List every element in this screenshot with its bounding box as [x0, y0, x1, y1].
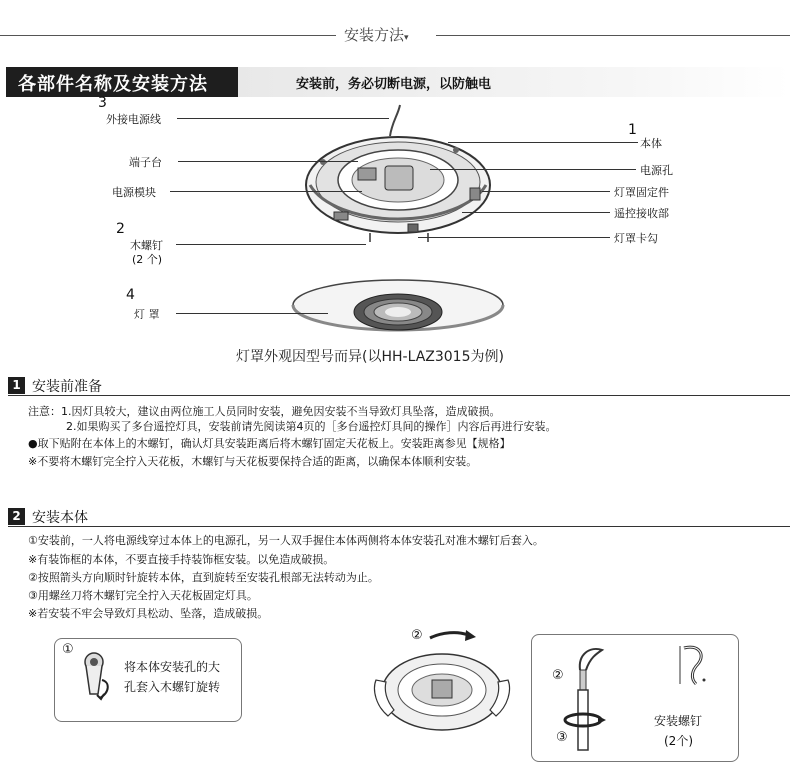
leader-remote-receiver: [462, 212, 610, 213]
leader-power-module: [170, 191, 362, 192]
step2-rule: [8, 526, 790, 527]
illus-circle-3: ③: [556, 730, 568, 745]
header-warning: 安装前，务必切断电源，以防触电: [296, 77, 492, 92]
label-shade-fixer: 灯罩固定件: [614, 186, 669, 199]
label-body: 本体: [640, 137, 662, 150]
leader-terminal: [178, 161, 358, 162]
illus-box1-line2: 孔套入木螺钉旋转: [124, 680, 221, 694]
leader-shade-fixer: [482, 191, 610, 192]
illus-box1-line1: 将本体安装孔的大: [124, 660, 221, 674]
leader-shade-hook: [418, 237, 610, 238]
step1-rule: [8, 395, 790, 396]
step1-title: 安装前准备: [32, 379, 102, 395]
leader-power-cord: [177, 118, 389, 119]
label-terminal: 端子台: [129, 156, 162, 169]
mounting-screw-icon: [676, 644, 710, 692]
illus-circle-1: ①: [62, 642, 74, 657]
label-shade-hook: 灯罩卡勾: [614, 232, 658, 245]
illus-screw-label: 安装螺钉: [654, 714, 703, 728]
step2-note-3: ②按照箭头方向顺时针旋转本体，直到旋转至安装孔根部无法转动为止。: [28, 571, 379, 584]
label-shade: 灯 罩: [134, 308, 160, 321]
num-power-cord: 3: [98, 95, 107, 111]
step1-note-4: ※不要将木螺钉完全拧入天花板，木螺钉与天花板要保持合适的距离，以确保本体顺利安装。: [28, 455, 478, 468]
lamp-exploded-diagram: [0, 100, 790, 340]
step2-number: 2: [8, 508, 25, 525]
title-rule-left: [0, 35, 336, 36]
step1-note-2: 2.如果购买了多台遥控灯具，安装前请先阅读第4页的［多台遥控灯具间的操作］内容后再进行安装。: [66, 420, 557, 433]
step1-note-1: 注意：1.因灯具较大，建议由两位施工人员同时安装，避免因安装不当导致灯具坠落，造成破损。: [28, 405, 501, 418]
leader-body: [448, 142, 638, 143]
num-screw: 2: [116, 221, 125, 237]
screwdriver-illustration: [560, 640, 620, 758]
section-title: 安装方法▾: [344, 26, 409, 44]
keyhole-screw-icon: [76, 650, 112, 706]
label-screw: 木螺钉: [130, 239, 163, 252]
label-remote-receiver: 遥控接收部: [614, 207, 669, 220]
title-rule-right: [436, 35, 790, 36]
leader-screw: [176, 244, 366, 245]
illus-circle-2: ②: [411, 628, 423, 643]
leader-power-hole: [430, 169, 636, 170]
label-screw-count: (2 个): [132, 253, 163, 266]
num-shade: 4: [126, 287, 135, 303]
label-power-cord: 外接电源线: [106, 113, 161, 126]
header-title: 各部件名称及安装方法: [18, 74, 208, 95]
step2-note-5: ※若安装不牢会导致灯具松动、坠落，造成破损。: [28, 607, 269, 620]
step1-note-3: ●取下贴附在本体上的木螺钉，确认灯具安装距离后将木螺钉固定天花板上。安装距离参见【规格】: [28, 437, 511, 450]
leader-shade: [176, 313, 328, 314]
step2-note-1: ①安装前，一人将电源线穿过本体上的电源孔，另一人双手握住本体两侧将本体安装孔对准木螺钉后套入。: [28, 534, 544, 547]
illus-screw-count: (2个): [664, 734, 693, 748]
illus-circle-2b: ②: [552, 668, 564, 683]
diagram-caption: 灯罩外观因型号而异(以HH-LAZ3015为例): [236, 349, 504, 365]
body-rotation-illustration: [372, 640, 512, 740]
label-power-hole: 电源孔: [640, 164, 673, 177]
label-power-module: 电源模块: [112, 186, 156, 199]
step2-title: 安装本体: [32, 510, 88, 526]
num-body: 1: [628, 122, 637, 138]
step2-note-4: ③用螺丝刀将木螺钉完全拧入天花板固定灯具。: [28, 589, 258, 602]
step2-note-2: ※有装饰框的本体，不要直接手持装饰框安装。以免造成破损。: [28, 553, 335, 566]
step1-number: 1: [8, 377, 25, 394]
